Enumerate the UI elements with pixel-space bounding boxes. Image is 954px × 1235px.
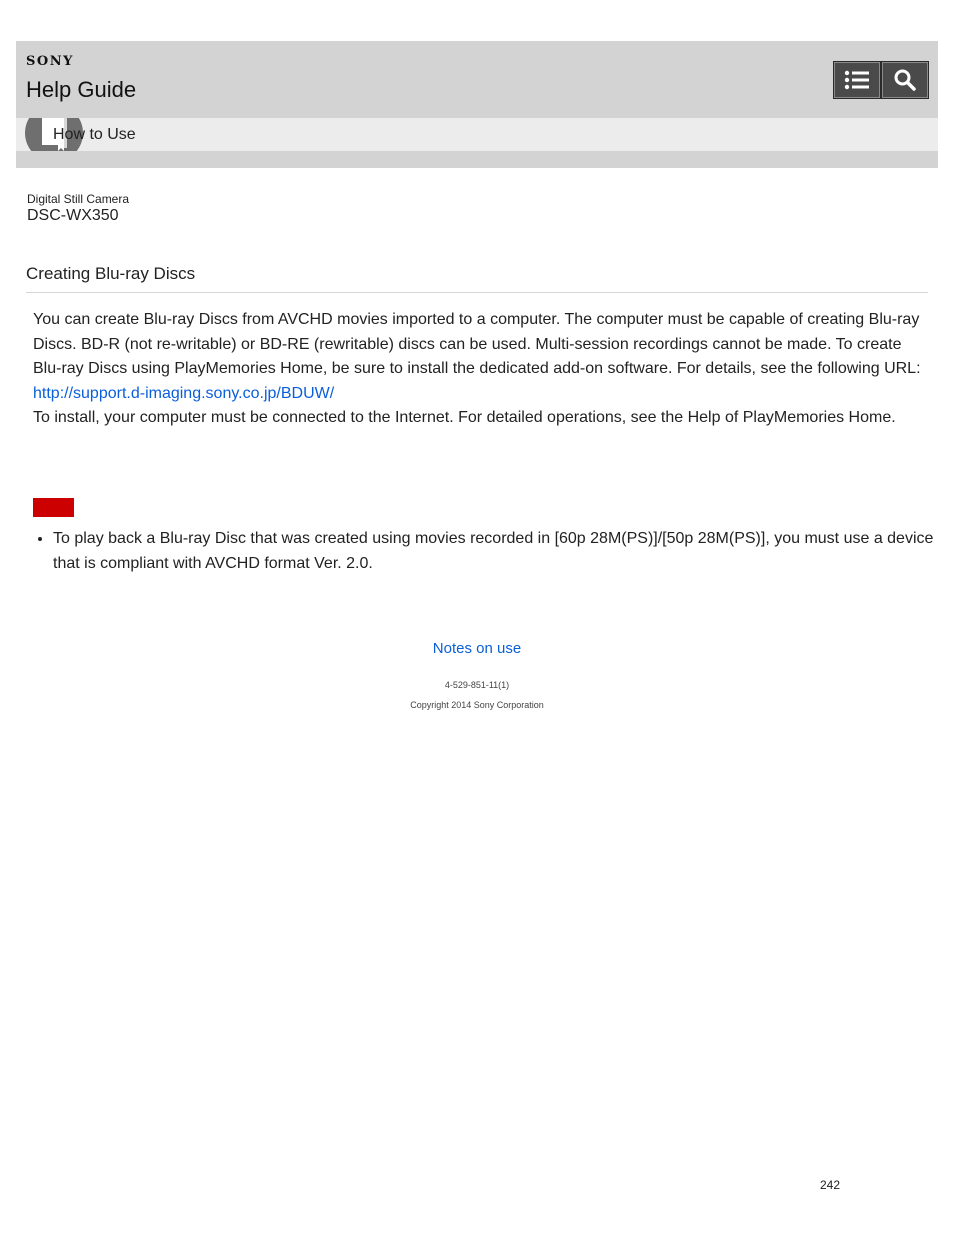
intro-paragraph: You can create Blu-ray Discs from AVCHD movies imported to a computer. The computer must be capable of creating Blu-ray Discs. BD-R (not re-writable) or BD-RE (rewritable) discs can be used. Multi-session recordings cannot be made. To create Blu-ray Discs using PlayMemories Home, be sure to install the dedicated add-on software. For details, see the following URL: bbox=[33, 311, 921, 377]
breadcrumb-bar bbox=[16, 118, 938, 151]
install-paragraph: To install, your computer must be connected to the Internet. For detailed operations, see the Help of PlayMemories Home. bbox=[33, 409, 896, 426]
title-divider bbox=[26, 292, 928, 293]
table-of-contents-button[interactable] bbox=[833, 61, 881, 99]
product-model: DSC-WX350 bbox=[27, 207, 119, 224]
search-icon bbox=[893, 68, 917, 92]
notes-on-use-link[interactable]: Notes on use bbox=[432, 640, 522, 657]
note-marker bbox=[33, 498, 74, 517]
list-icon bbox=[844, 69, 870, 91]
header-bar bbox=[16, 41, 938, 168]
help-guide-title: Help Guide bbox=[26, 77, 137, 102]
product-category: Digital Still Camera bbox=[27, 192, 130, 206]
page-number: 242 bbox=[820, 1178, 841, 1192]
copyright-notice: Copyright 2014 Sony Corporation bbox=[410, 700, 544, 710]
sony-logo: SONY bbox=[26, 54, 74, 69]
list-item: • To play back a Blu-ray Disc that was created using movies recorded in [60p 28M(PS)]/[50p 28M(PS)], you must use a device that is compliant with AVCHD format Ver. 2.0. bbox=[53, 527, 945, 576]
document-number: 4-529-851-11(1) bbox=[444, 680, 510, 690]
notes-list bbox=[33, 527, 945, 576]
related-topics bbox=[0, 640, 954, 657]
topic-body bbox=[33, 308, 923, 431]
page-title: Creating Blu-ray Discs bbox=[26, 264, 196, 283]
search-button[interactable] bbox=[881, 61, 929, 99]
how-to-use-link[interactable]: How to Use bbox=[53, 126, 136, 143]
bduw-url-link[interactable]: http://support.d-imaging.sony.co.jp/BDUW/ bbox=[33, 384, 335, 402]
